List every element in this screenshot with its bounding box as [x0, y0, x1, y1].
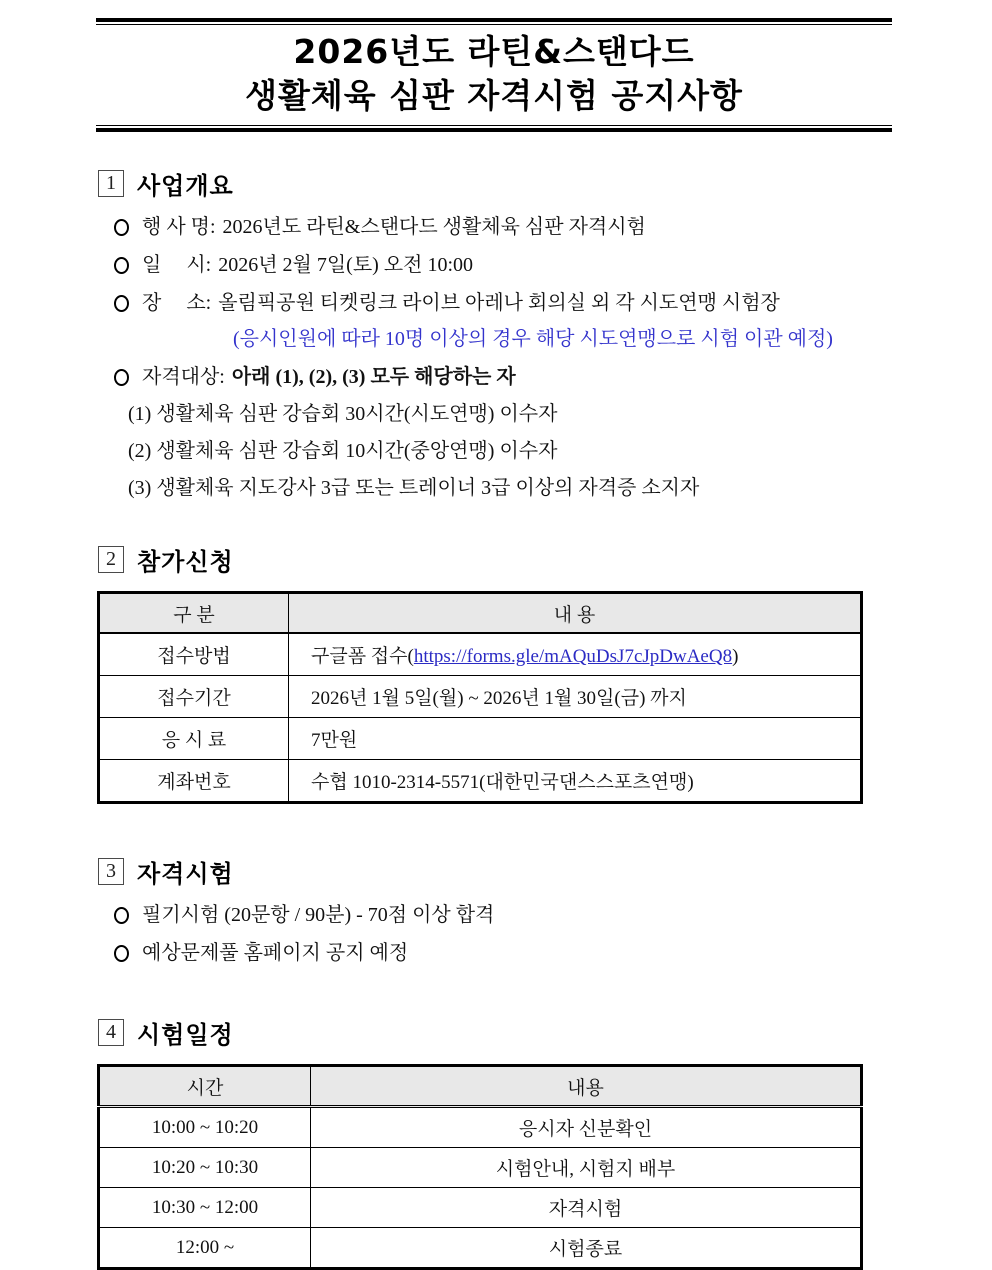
link-suffix-text: ) — [732, 646, 739, 667]
venue-transfer-note: (응시인원에 따라 10명 이상의 경우 해당 시도연맹으로 시험 이관 예정) — [233, 328, 833, 350]
table-header-row — [99, 593, 862, 634]
circle-bullet-icon — [114, 907, 129, 924]
title-block — [96, 18, 892, 132]
section-number-box: 3 — [98, 858, 124, 885]
overview-event-row — [114, 215, 992, 239]
schedule-time: 10:30 ~ 12:00 — [99, 1188, 311, 1228]
overview-eligibility-row — [114, 365, 992, 389]
exam-item-row — [114, 941, 992, 965]
row-value — [289, 633, 862, 676]
field-value: 아래 (1), (2), (3) 모두 해당하는 자 — [231, 366, 516, 388]
row-label: 접수기간 — [99, 676, 289, 718]
field-label: 자격대상: — [142, 366, 225, 388]
column-header-category: 구 분 — [99, 593, 289, 634]
table-row — [99, 676, 862, 718]
overview-venue-row — [114, 291, 992, 315]
title-top-thick-rule — [96, 18, 892, 22]
section-title: 참가신청 — [137, 548, 234, 576]
field-label: 장 소: — [142, 292, 212, 314]
row-value: 2026년 1월 5일(월) ~ 2026년 1월 30일(금) 까지 — [289, 676, 862, 718]
column-header-time: 시간 — [99, 1066, 311, 1107]
link-prefix-text: 구글폼 접수( — [311, 646, 414, 667]
schedule-content: 시험종료 — [311, 1228, 862, 1269]
title-bottom-thick-rule — [96, 128, 892, 132]
title-bottom-thin-rule — [96, 125, 892, 126]
section-heading-overview — [98, 166, 992, 201]
overview-datetime-row — [114, 253, 992, 277]
row-value: 7만원 — [289, 718, 862, 760]
row-label: 계좌번호 — [99, 760, 289, 803]
column-header-content: 내용 — [311, 1066, 862, 1107]
schedule-time: 12:00 ~ — [99, 1228, 311, 1269]
table-row — [99, 760, 862, 803]
document-title-line1: 2026년도 라틴&스탠다드 — [293, 32, 695, 71]
exam-item-text: 필기시험 (20문항 / 90분) - 70점 이상 합격 — [142, 904, 495, 926]
circle-bullet-icon — [114, 295, 129, 312]
eligibility-item-1: (1) 생활체육 심판 강습회 30시간(시도연맹) 이수자 — [128, 403, 558, 425]
google-form-link[interactable]: https://forms.gle/mAQuDsJ7cJpDwAeQ8 — [413, 646, 733, 667]
section-number-box: 1 — [98, 170, 124, 197]
schedule-time: 10:20 ~ 10:30 — [99, 1148, 311, 1188]
section-heading-exam — [98, 854, 992, 889]
section-number-box: 4 — [98, 1019, 124, 1046]
table-row — [99, 1107, 862, 1148]
field-label: 행 사 명: — [142, 216, 216, 238]
document-title — [96, 25, 892, 125]
schedule-content: 자격시험 — [311, 1188, 862, 1228]
schedule-table — [97, 1064, 863, 1270]
table-row — [99, 718, 862, 760]
schedule-time: 10:00 ~ 10:20 — [99, 1107, 311, 1148]
section-title: 시험일정 — [137, 1021, 234, 1049]
row-label: 접수방법 — [99, 633, 289, 676]
field-value: 2026년 2월 7일(토) 오전 10:00 — [218, 254, 473, 276]
schedule-content: 시험안내, 시험지 배부 — [311, 1148, 862, 1188]
section-number-box: 2 — [98, 546, 124, 573]
eligibility-item-3: (3) 생활체육 지도강사 3급 또는 트레이너 3급 이상의 자격증 소지자 — [128, 477, 700, 499]
field-value: 올림픽공원 티켓링크 라이브 아레나 회의실 외 각 시도연맹 시험장 — [218, 292, 780, 314]
table-row — [99, 1148, 862, 1188]
schedule-content: 응시자 신분확인 — [311, 1107, 862, 1148]
circle-bullet-icon — [114, 219, 129, 236]
table-row — [99, 1188, 862, 1228]
document-title-line2: 생활체육 심판 자격시험 공지사항 — [245, 76, 743, 115]
row-value: 수협 1010-2314-5571(대한민국댄스스포츠연맹) — [289, 760, 862, 803]
field-value: 2026년도 라틴&스탠다드 생활체육 심판 자격시험 — [222, 216, 646, 238]
exam-item-row — [114, 903, 992, 927]
section-title: 사업개요 — [137, 172, 234, 200]
section-heading-application — [98, 542, 992, 577]
application-table — [97, 591, 863, 804]
section-heading-schedule — [98, 1015, 992, 1050]
exam-item-text: 예상문제풀 홈페이지 공지 예정 — [142, 942, 409, 964]
table-row — [99, 1228, 862, 1269]
row-label: 응 시 료 — [99, 718, 289, 760]
circle-bullet-icon — [114, 945, 129, 962]
column-header-content: 내 용 — [289, 593, 862, 634]
field-label: 일 시: — [142, 254, 212, 276]
table-row — [99, 633, 862, 676]
circle-bullet-icon — [114, 257, 129, 274]
table-header-row — [99, 1066, 862, 1107]
circle-bullet-icon — [114, 369, 129, 386]
eligibility-item-2: (2) 생활체육 심판 강습회 10시간(중앙연맹) 이수자 — [128, 440, 558, 462]
section-title: 자격시험 — [137, 860, 234, 888]
